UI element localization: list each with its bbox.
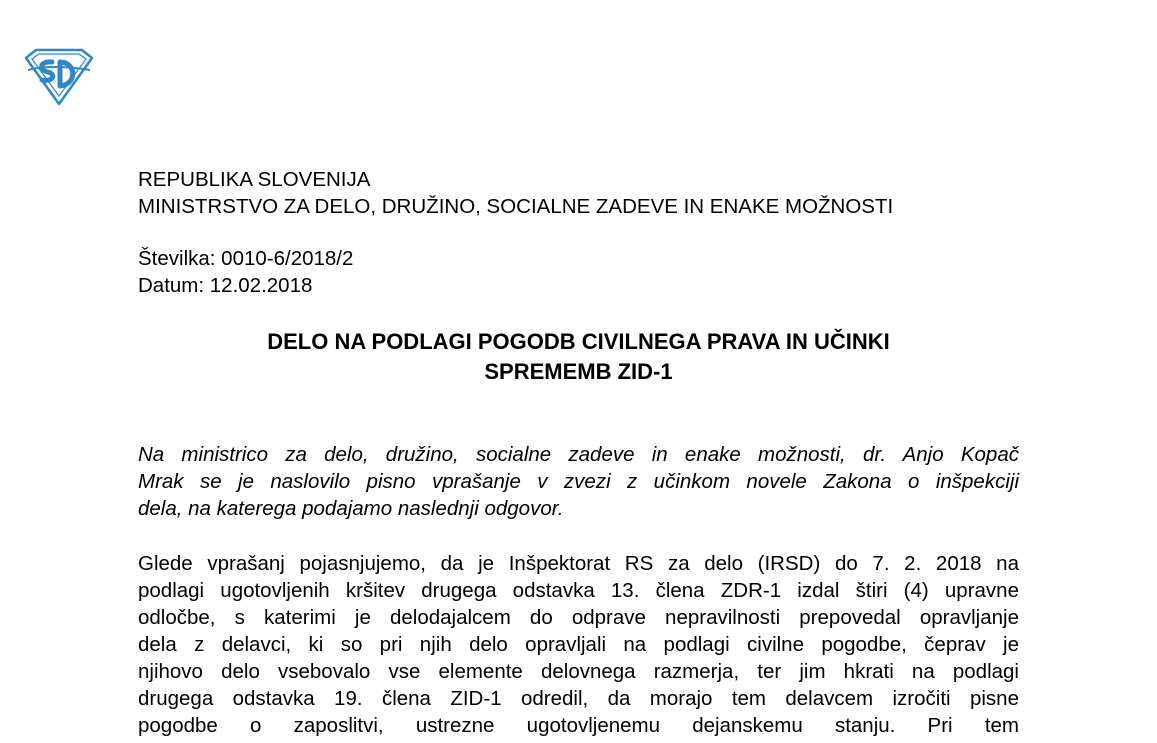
body-paragraph (138, 550, 1019, 739)
body-line: pogodbe o zaposlitvi, ustrezne ugotovljenemu dejanskemu stanju. Pri tem (138, 714, 1019, 737)
document-title (138, 327, 1019, 387)
document-number: Številka: 0010-6/2018/2 (138, 247, 354, 270)
body-line: Glede vprašanj pojasnjujemo, da je Inšpektorat RS za delo (IRSD) do 7. 2. 2018 na (138, 552, 1019, 575)
document-header (138, 166, 893, 220)
body-line: njihovo delo vsebovalo vse elemente delovnega razmerja, ter jim hkrati na podlagi (138, 660, 1019, 683)
document-date: Datum: 12.02.2018 (138, 274, 313, 297)
country-name: REPUBLIKA SLOVENIJA (138, 168, 371, 191)
title-line: DELO NA PODLAGI POGODB CIVILNEGA PRAVA IN UČINKI (267, 329, 890, 354)
title-line: SPREMEMB ZID-1 (484, 359, 673, 384)
intro-paragraph (138, 441, 1019, 522)
intro-line: Mrak se je naslovilo pisno vprašanje v zvezi z učinkom novele Zakona o inšpekciji (138, 470, 1019, 493)
body-line: podlagi ugotovljenih kršitev drugega odstavka 13. člena ZDR-1 izdal štiri (4) upravne (138, 579, 1019, 602)
body-line: odločbe, s katerimi je delodajalcem do odprave nepravilnosti prepovedal opravljanje (138, 606, 1019, 629)
ministry-name: MINISTRSTVO ZA DELO, DRUŽINO, SOCIALNE ZADEVE IN ENAKE MOŽNOSTI (138, 195, 894, 218)
ministry-logo-icon (22, 48, 96, 106)
body-line: dela z delavci, ki so pri njih delo opravljali na podlagi civilne pogodbe, čeprav je (138, 633, 1019, 656)
intro-line: dela, na katerega podajamo naslednji odgovor. (138, 497, 564, 520)
body-line: drugega odstavka 19. člena ZID-1 odredil, da morajo tem delavcem izročiti pisne (138, 687, 1019, 710)
intro-line: Na ministrico za delo, družino, socialne zadeve in enake možnosti, dr. Anjo Kopač (138, 443, 1019, 466)
document-meta (138, 245, 353, 299)
